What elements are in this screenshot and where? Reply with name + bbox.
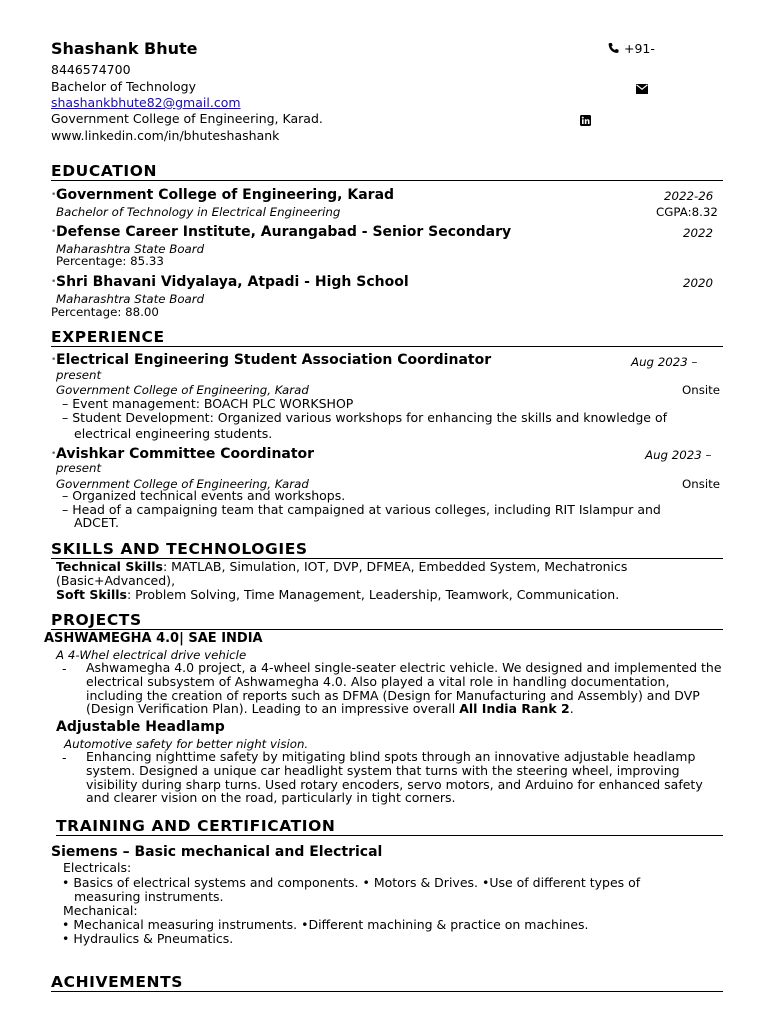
candidate-name: Shashank Bhute [51, 39, 198, 58]
experience-role: Electrical Engineering Student Association Coordinator [56, 352, 492, 368]
education-year: 2020 [683, 276, 714, 290]
section-achievements: ACHIVEMENTS [51, 973, 723, 992]
education-year: 2022 [683, 226, 714, 240]
technical-skills-cont: (Basic+Advanced), [56, 573, 176, 588]
section-projects: PROJECTS [51, 611, 723, 630]
section-education: EDUCATION [51, 162, 723, 181]
project-subtitle: Automotive safety for better night vision. [64, 737, 309, 751]
training-mechanical-label: Mechanical: [63, 903, 138, 918]
bullet-dot: • [51, 355, 57, 365]
training-mechanical-line: • Hydraulics & Pneumatics. [62, 931, 234, 946]
linkedin-url[interactable]: www.linkedin.com/in/bhuteshashank [51, 128, 280, 143]
email-link[interactable]: shashankbhute82@gmail.com [51, 95, 241, 110]
education-school: Defense Career Institute, Aurangabad - Senior Secondary [56, 224, 512, 240]
experience-bullet-cont: electrical engineering students. [74, 426, 273, 441]
bullet-dash: - [62, 750, 67, 765]
experience-mode: Onsite [682, 477, 721, 491]
phone-block [607, 41, 655, 58]
envelope-icon [636, 82, 648, 97]
education-score: CGPA:8.32 [656, 205, 718, 219]
education-year: 2022-26 [664, 189, 714, 203]
linkedin-icon[interactable] [580, 114, 591, 129]
experience-role: Avishkar Committee Coordinator [56, 446, 315, 462]
phone-number: 8446574700 [51, 62, 131, 77]
bullet-dot: • [51, 190, 57, 200]
phone-icon [607, 42, 620, 58]
experience-bullet: – Student Development: Organized various workshops for enhancing the skills and knowledge of [62, 410, 667, 425]
education-detail: Maharashtra State Board [56, 292, 205, 306]
experience-bullet: – Organized technical events and workshops. [62, 488, 346, 503]
project-name: ASHWAMEGHA 4.0| SAE INDIA [44, 631, 263, 646]
section-training: TRAINING AND CERTIFICATION [56, 817, 723, 836]
education-score: Percentage: 85.33 [56, 254, 164, 268]
bullet-dot: • [51, 449, 57, 459]
education-score: Percentage: 88.00 [51, 305, 159, 319]
soft-skills: Soft Skills: Problem Solving, Time Management, Leadership, Teamwork, Communication. [56, 587, 620, 602]
training-course: Siemens – Basic mechanical and Electrical [51, 844, 383, 860]
education-school: Government College of Engineering, Karad [56, 187, 395, 203]
technical-skills: Technical Skills: MATLAB, Simulation, IOT, DVP, DFMEA, Embedded System, Mechatronics [56, 559, 628, 574]
phone-prefix: +91- [623, 41, 655, 56]
section-experience: EXPERIENCE [51, 328, 723, 347]
experience-bullet: – Head of a campaigning team that campaigned at various colleges, including RIT Islampur and [62, 502, 661, 517]
education-school: Shri Bhavani Vidyalaya, Atpadi - High School [56, 274, 409, 290]
project-description: Ashwamegha 4.0 project, a 4-wheel single-seater electric vehicle. We designed and implemented the electrical subsystem of Ashwamegha 4.0. Also played a vital role in handling documentation, including the creation of reports such as DFMA (Design for Manufacturing and Assembly) and DVP (Design Verification Plan). Leading to an impressive overall All India Rank 2. [86, 660, 722, 717]
project-description: Enhancing nighttime safety by mitigating blind spots through an innovative adjustable headlamp system. Designed a unique car headlight system that turns with the steering wheel, improving visibility during sharp turns. Used rotary encoders, servo motors, and Arduino for enhanced safety and clearer vision on the road, particularly in tight corners. [86, 749, 703, 806]
experience-date: Aug 2023 – [631, 355, 698, 369]
section-skills: SKILLS AND TECHNOLOGIES [51, 540, 723, 559]
training-electrical-label: Electricals: [63, 860, 132, 875]
training-mechanical-line: • Mechanical measuring instruments. •Different machining & practice on machines. [62, 917, 589, 932]
degree: Bachelor of Technology [51, 79, 196, 94]
college: Government College of Engineering, Karad. [51, 111, 323, 126]
bullet-dash: - [62, 661, 67, 676]
training-electrical-line: • Basics of electrical systems and components. • Motors & Drives. •Use of different types of [62, 875, 641, 890]
bullet-dot: • [51, 277, 57, 287]
project-subtitle: A 4-Whel electrical drive vehicle [56, 648, 247, 662]
project-name: Adjustable Headlamp [56, 719, 225, 735]
experience-date: Aug 2023 – [645, 448, 712, 462]
experience-bullet-cont: ADCET. [74, 515, 119, 530]
experience-mode: Onsite [682, 383, 721, 397]
experience-org: Government College of Engineering, Karad [56, 477, 309, 491]
experience-present: present [56, 368, 102, 382]
bullet-dot: • [51, 227, 57, 237]
experience-org: Government College of Engineering, Karad [56, 383, 309, 397]
experience-bullet: – Event management: BOACH PLC WORKSHOP [62, 396, 354, 411]
education-detail: Bachelor of Technology in Electrical Engineering [56, 205, 341, 219]
training-electrical-line: measuring instruments. [74, 889, 224, 904]
experience-present: present [56, 461, 102, 475]
education-detail: Maharashtra State Board [56, 242, 205, 256]
